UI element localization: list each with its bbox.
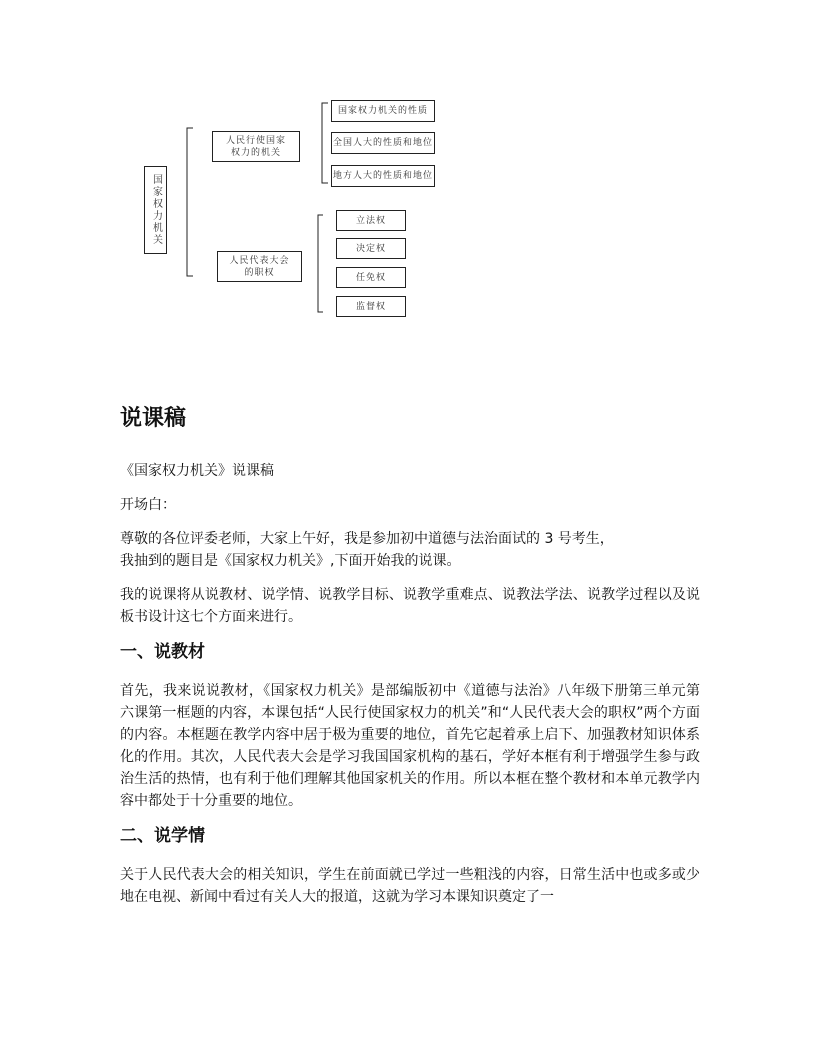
section-2-body: 关于人民代表大会的相关知识，学生在前面就已学过一些粗浅的内容，日常生活中也或多或少地在电视、新闻中看过有关人大的报道，这就为学习本课知识奠定了一	[120, 867, 700, 905]
section-1-body: 首先，我来说说教材，《国家权力机关》是部编版初中《道德与法治》八年级下册第三单元第六课第一框题的内容，本课包括“人民行使国家权力的机关”和“人民代表大会的职权”两个方面的内容。本框题在教学内容中居于极为重要的地位，首先它起着承上启下、加强教材知识体系化的作用。其次，人民代表大会是学习我国国家机构的基石，学好本框有利于增强学生参与政治生活的热情，也有利于他们理解其他国家机关的作用。所以本框在整个教材和本单元教学内容中都处于十分重要的地位。	[120, 683, 700, 809]
leaf-legislative-power: 立法权	[336, 210, 406, 231]
greeting-line-2: 我抽到的题目是《国家权力机关》,下面开始我的说课。	[120, 553, 461, 569]
leaf-appointment-power: 任免权	[336, 267, 406, 288]
section-1-heading: 一、说教材	[120, 642, 205, 662]
leaf-supervision-power: 监督权	[336, 296, 406, 317]
leaf-nature: 国家权力机关的性质	[331, 100, 435, 122]
greeting-line-1: 尊敬的各位评委老师，大家上午好，我是参加初中道德与法治面试的 3 号考生，	[120, 531, 614, 547]
branch-node-powers	[217, 251, 302, 282]
greeting-paragraph	[120, 528, 700, 572]
leaf-decision-power: 决定权	[336, 238, 406, 259]
branch-node-organ-line2: 权力的机关	[230, 147, 281, 158]
root-node: 国家权力机关	[144, 166, 167, 254]
lower-bracket-line	[318, 215, 323, 312]
knowledge-structure-diagram	[0, 0, 816, 330]
main-bracket-line	[187, 128, 193, 276]
leaf-local-congress: 地方人大的性质和地位	[331, 165, 435, 187]
branch-node-organ	[212, 131, 300, 162]
opening-label: 开场白：	[120, 497, 176, 513]
overview-paragraph: 我的说课将从说教材、说学情、说教学目标、说教学重难点、说教法学法、说教学过程以及说板书设计这七个方面来进行。	[120, 587, 700, 625]
section-2-heading: 二、说学情	[120, 826, 205, 846]
document-title: 说课稿	[120, 406, 187, 431]
document-body	[120, 404, 700, 920]
leaf-npc-status: 全国人大的性质和地位	[331, 132, 435, 154]
branch-node-organ-line1: 人民行使国家	[225, 135, 286, 146]
upper-bracket-line	[322, 103, 328, 183]
branch-node-powers-line1: 人民代表大会	[229, 255, 290, 266]
branch-node-powers-line2: 的职权	[244, 267, 275, 278]
lecture-subtitle: 《国家权力机关》说课稿	[120, 463, 274, 479]
